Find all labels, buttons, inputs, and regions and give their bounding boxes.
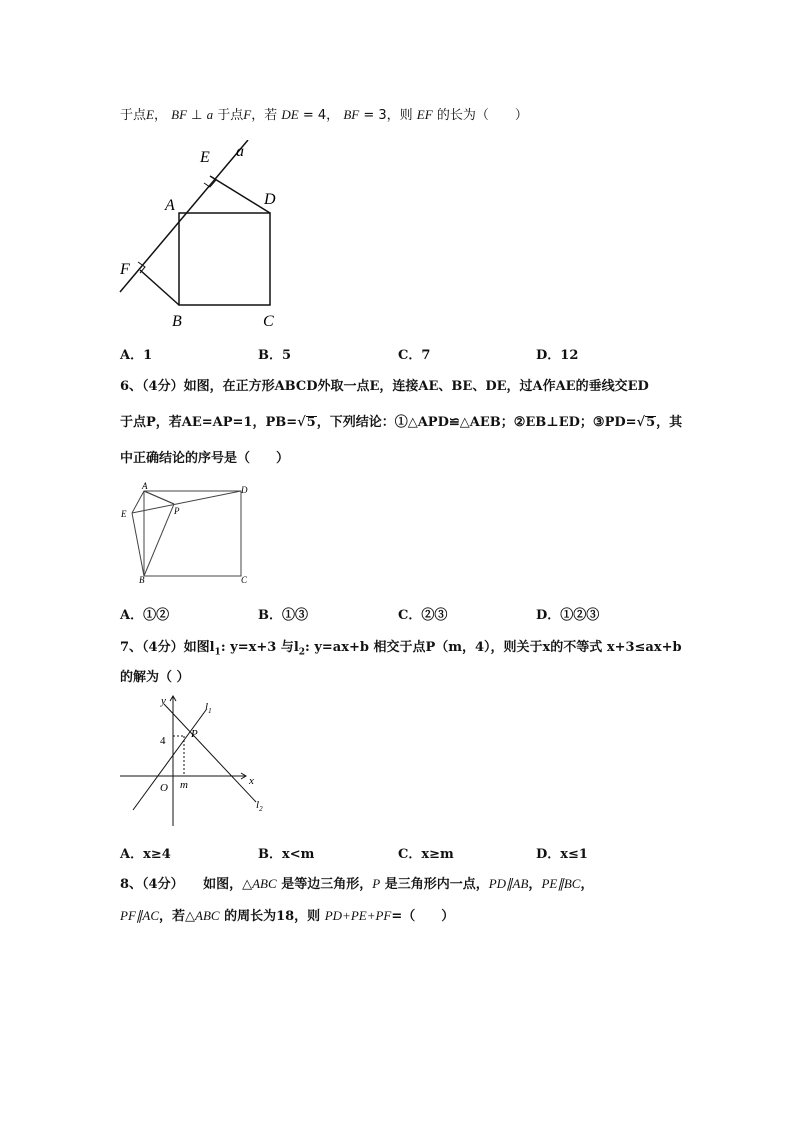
- svg-text:l1: $l_1$: [205, 701, 212, 715]
- q5-option-d[interactable]: D．12: [536, 348, 579, 363]
- q6-stem-line-2: 于点P，若AE=AP=1，PB=√5，下列结论：①△APD≌△AEB；②EB⊥ED；③PD=√5，其: [120, 415, 683, 430]
- q5-figure-square-line: [118, 140, 298, 335]
- square-abcd: [179, 213, 270, 305]
- label-f: F: [120, 261, 130, 278]
- label-a: A: [165, 197, 175, 214]
- svg-text:A: A: [142, 481, 148, 491]
- q7-option-b[interactable]: B．x<m: [258, 847, 315, 862]
- line-a: [120, 140, 248, 292]
- q6-option-c[interactable]: C．②③: [398, 608, 448, 623]
- svg-text:C: C: [241, 575, 248, 585]
- svg-text:y: y: [161, 695, 166, 707]
- q6-option-a[interactable]: A．①②: [120, 608, 170, 623]
- segment-de: [210, 176, 270, 213]
- label-c: C: [263, 313, 274, 330]
- q5-option-a[interactable]: A．1: [120, 348, 153, 363]
- segment-bf: [140, 270, 179, 305]
- line-l2: [164, 704, 256, 802]
- q5-option-b[interactable]: B．5: [258, 348, 292, 363]
- svg-text:B: B: [139, 575, 145, 585]
- svg-text:D: D: [241, 485, 248, 495]
- q7-figure-two-lines: [118, 690, 278, 830]
- svg-text:m: m: [180, 779, 188, 791]
- square-abcd: [144, 491, 241, 576]
- q7-stem-line-2: 的解为（ ）: [120, 670, 190, 685]
- q8-stem-line-2: PF∥AC，若△ABC 的周长为18，则 PD+PE+PF=（ ）: [120, 908, 455, 924]
- label-e: E: [200, 149, 210, 166]
- q5-stem-line: 于点E， BF ⊥ a 于点F，若 DE = 4， BF = 3，则 EF 的长为（ ）: [120, 107, 528, 123]
- svg-text:P: P: [191, 728, 198, 740]
- sqrt-5-b: √5: [636, 415, 656, 430]
- q6-figure-square-point: [118, 480, 253, 585]
- label-a-line: a: [236, 143, 244, 160]
- line-l1: [133, 710, 206, 810]
- q6-stem-line-3: 中正确结论的序号是（ ）: [120, 451, 290, 466]
- q6-option-b[interactable]: B．①③: [258, 608, 308, 623]
- q7-option-a[interactable]: A．x≥4: [120, 847, 171, 862]
- q6-stem-line-1: 6、（4分）如图，在正方形ABCD外取一点E，连接AE、BE、DE，过A作AE的垂线交ED: [120, 379, 649, 394]
- svg-text:O: O: [160, 782, 168, 794]
- q8-stem-line-1: 8、（4分） 如图，△ABC 是等边三角形，P 是三角形内一点，PD∥AB，PE∥BC，: [120, 876, 594, 892]
- label-b: B: [172, 313, 182, 330]
- q7-option-c[interactable]: C．x≥m: [398, 847, 454, 862]
- label-d: D: [264, 191, 276, 208]
- q5-option-c[interactable]: C．7: [398, 348, 431, 363]
- svg-text:P: P: [174, 506, 180, 516]
- q7-stem-line-1: 7、（4分）如图$l_1$: y=x+3 与$l_2$: y=ax+b 相交于点P（m，4），则关于x的不等式 x+3≤ax+b: [120, 640, 682, 658]
- svg-text:E: E: [121, 509, 127, 519]
- q6-option-d[interactable]: D．①②③: [536, 608, 600, 623]
- svg-text:4: 4: [160, 735, 166, 747]
- sqrt-5-a: √5: [297, 415, 316, 430]
- svg-text:x: x: [249, 775, 254, 787]
- q7-option-d[interactable]: D．x≤1: [536, 847, 588, 862]
- svg-text:l2: $l_2$: [256, 799, 263, 813]
